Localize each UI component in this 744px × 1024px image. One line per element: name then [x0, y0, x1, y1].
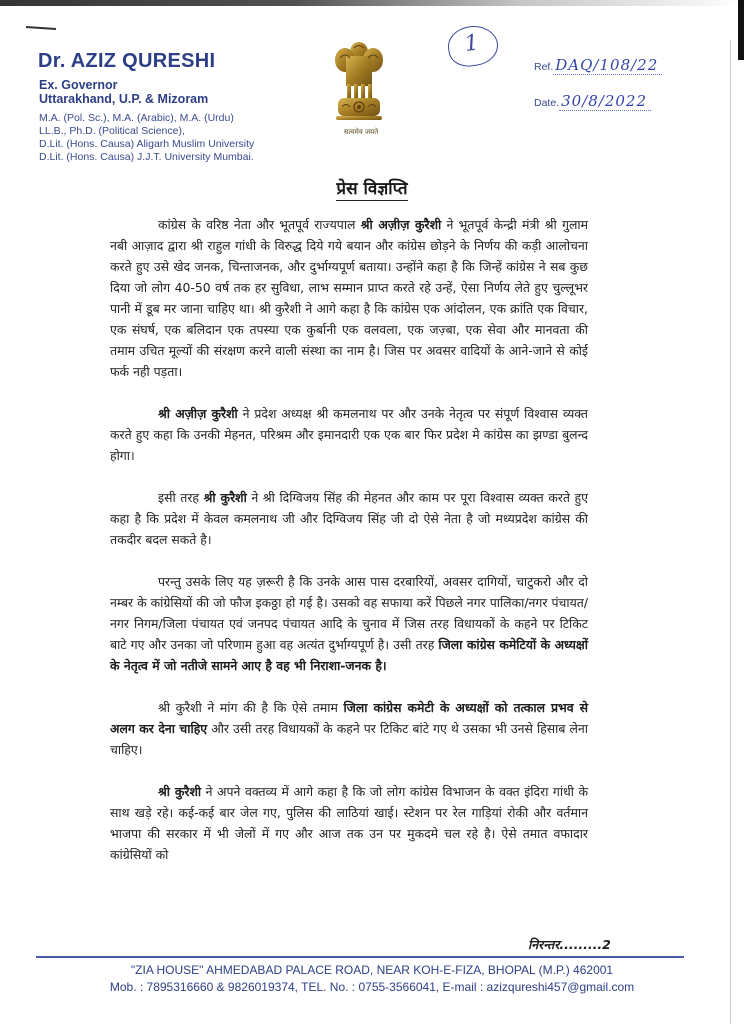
bold-text-run: जिला कांग्रेस कमेटियों के अध्यक्षों के नेतृत्व में जो नतीजे सामने आए है वह भी निराशा-जनक है।	[110, 637, 588, 673]
paragraph	[110, 487, 588, 550]
paragraph	[110, 403, 588, 466]
text-run: परन्तु उसके लिए यह ज़रूरी है कि उनके आस पास दरबारियों, अवसर दागियों, चाटुकरो और दो नम्बर के कांग्रेसियों की जो फौज इकठ्ठा हो गई है। उसको वह सफाया करें पिछले नगर पालिका/नगर पंचायत/नगर निगम/जिला पंचायत एवं जनपद पंचायत आदि के चुनाव में जिस तरह विधायकों के कहने पर टिकिट बाटे गए और उनका जो परिणाम हुआ वह अत्यंत दुर्भाग्यपूर्ण है। उसी तरह	[110, 574, 588, 652]
document-heading	[0, 176, 744, 199]
paragraph	[110, 697, 588, 760]
paragraph	[110, 781, 588, 865]
text-run: ने अपने वक्तव्य में आगे कहा है कि जो लोग कांग्रेस विभाजन के वक्त इंदिरा गांधी के साथ खड़े रहे। कई-कई बार जेल गए, पुलिस की लाठियां खाई। स्टेशन पर रेल गाड़ियां रोकी और वर्तमान भाजपा की सरकार में भी जेलों में गए और आज तक उन पर मुकदमे चल रहे है। ऐसे तमात वफादार कांग्रेसियों को	[110, 784, 588, 862]
reference-row	[534, 56, 662, 74]
text-run: कांग्रेस के वरिष्ठ नेता और भूतपूर्व राज्यपाल	[158, 217, 361, 232]
bold-text-run: जिला कांग्रेस कमेटी के अध्यक्षों को तत्काल प्रभव से अलग कर देना चाहिए	[110, 700, 588, 736]
bold-text-run: श्री कुरैशी	[158, 784, 202, 799]
ref-label: Ref.	[534, 61, 554, 73]
scan-top-shadow	[0, 0, 744, 6]
emblem-motto: सत्यमेव जयते	[343, 128, 379, 136]
heading-text: प्रेस विज्ञप्ति	[336, 179, 408, 199]
letterhead-name: Dr. AZIZ QURESHI	[38, 50, 216, 72]
date-label: Date.	[534, 97, 560, 109]
bold-text-run: श्री अज़ीज़ कुरैशी	[360, 217, 442, 232]
ref-value: DAQ/108/22	[553, 56, 662, 75]
letterhead-title: Ex. Governor	[39, 78, 118, 92]
text-run: इसी तरह	[158, 490, 204, 505]
bold-text-run: श्री अज़ीज़ कुरैशी	[158, 406, 238, 421]
paragraph	[110, 571, 588, 676]
qualification-line: D.Lit. (Hons. Causa) Aligarh Muslim University	[39, 138, 255, 150]
continued-marker: निरन्तर.........2	[528, 937, 611, 952]
text-run: ने श्री दिग्विजय सिंह की मेहनत और काम पर पूरा विश्वास व्यक्त करते हुए कहा है कि प्रदेश में केवल कमलनाथ जी और दिग्विजय सिंह जी दो ऐसे नेता है जो मध्यप्रदेश कांग्रेस की तकदीर बदल सकते है।	[110, 490, 588, 547]
footer-address: "ZIA HOUSE" AHMEDABAD PALACE ROAD, NEAR KOH-E-FIZA, BHOPAL (M.P.) 462001	[130, 963, 614, 977]
bold-text-run: श्री कुरैशी	[203, 490, 247, 505]
letterhead-title-states: Uttarakhand, U.P. & Mizoram	[39, 92, 209, 106]
pen-mark	[26, 26, 56, 30]
press-release-body	[110, 214, 588, 886]
page-number-text: 1	[462, 30, 481, 58]
qualification-line: D.Lit. (Hons. Causa) J.J.T. University Mumbai.	[39, 151, 254, 163]
paragraph	[110, 214, 588, 382]
text-run: श्री कुरैशी ने मांग की है कि ऐसे तमाम	[158, 700, 344, 715]
qualification-line: M.A. (Pol. Sc.), M.A. (Arabic), M.A. (Urdu)	[39, 112, 234, 124]
date-value: 30/8/2022	[559, 92, 651, 111]
national-emblem-icon	[332, 36, 386, 132]
text-run: और उसी तरह विधायकों के कहने पर टिकिट बांटे गए थे उसका भी उनसे हिसाब लेना चाहिए।	[110, 721, 588, 757]
text-run: ने भूतपूर्व केन्द्री मंत्री श्री गुलाम नबी आज़ाद द्वारा श्री राहुल गांधी के विरुद्ध दिये गये बयान और कांग्रेस छोड़ने के निर्णय की कड़ी आलोचना करते हुए उसे खेद जनक, चिन्ताजनक, और दुर्भाग्यपूर्ण बताया। उन्होंने कहा है कि जिन्हें कांग्रेस ने सब कुछ दिया जो लोग 40-50 वर्ष तक हर सुविधा, लाभ सम्मान प्राप्त करते रहे उन्हें, ऐसा निर्णय लेते हुए चुल्लूभर पानी में डूब मर जाना चाहिए था। श्री कुरैशी ने आगे कहा है कि कांग्रेस एक आंदोलन, एक क्रांति एक विचार, एक संघर्ष, एक बलिदान एक तपस्या एक कुर्बानी एक वलवला, एक जज़्बा, एक सेवा और मानवता की तमाम उचित मूल्यों की संरक्षण करने वाली संस्था का नाम है। जिस पर अवसर वादियों के आने-जाने से कोई फर्क नही पड़ता।	[110, 217, 588, 379]
scan-right-edge	[738, 0, 744, 60]
footer-contact: Mob. : 7895316660 & 9826019374, TEL. No. : 0755-3566041, E-mail : azizqureshi457@gmail.com	[109, 980, 635, 994]
footer-divider	[36, 956, 684, 958]
page-number-mark	[445, 23, 500, 70]
qualification-line: LL.B., Ph.D. (Political Science),	[39, 125, 185, 137]
date-row	[534, 92, 651, 110]
text-run: ने प्रदेश अध्यक्ष श्री कमलनाथ पर और उनके नेतृत्व पर संपूर्ण विश्वास व्यक्त करते हुए कहा कि उनकी मेहनत, परिश्रम और इमानदारी एक एक बार फिर प्रदेश मे कांग्रेस का झण्डा बुलन्द होगा।	[110, 406, 588, 463]
